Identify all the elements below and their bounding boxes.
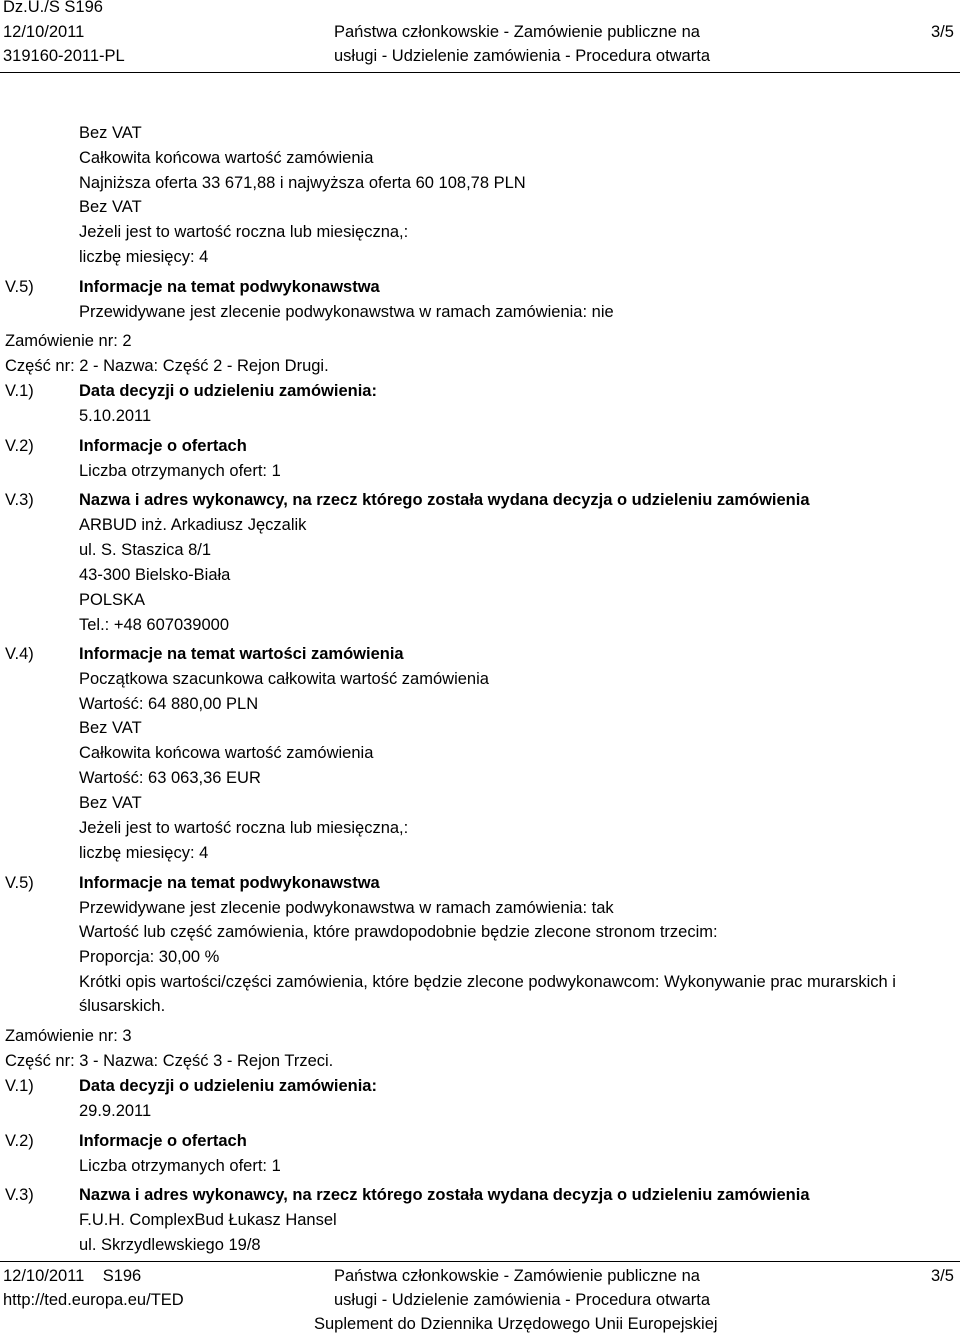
text-line: Bez VAT: [79, 794, 142, 812]
footer-title-2: usługi - Udzielenie zamówienia - Procedura otwarta: [334, 1291, 711, 1309]
order-heading: Zamówienie nr: 3: [5, 1027, 132, 1045]
section-title: Nazwa i adres wykonawcy, na rzecz którego została wydana decyzja o udzieleniu zamówienia: [79, 1186, 810, 1204]
contractor-phone: Tel.: +48 607039000: [79, 616, 230, 634]
header-title-1: Państwa członkowskie - Zamówienie publiczne na: [334, 23, 700, 41]
text-line: Proporcja: 30,00 %: [79, 948, 220, 966]
decision-date: 29.9.2011: [79, 1102, 152, 1120]
footer-date-issue: 12/10/2011 S196: [3, 1267, 142, 1285]
text-line: Całkowita końcowa wartość zamówienia: [79, 149, 374, 167]
offers-count: Liczba otrzymanych ofert: 1: [79, 462, 281, 480]
section-number: V.5): [5, 874, 34, 892]
journal-ref: Dz.U./S S196: [3, 0, 103, 16]
order-part: Część nr: 3 - Nazwa: Część 3 - Rejon Trzeci.: [5, 1052, 334, 1070]
contractor-city: 43-300 Bielsko-Biała: [79, 566, 231, 584]
section-number: V.2): [5, 437, 34, 455]
text-line: Przewidywane jest zlecenie podwykonawstwa w ramach zamówienia: nie: [79, 303, 614, 321]
section-number: V.1): [5, 1077, 34, 1095]
header-title-2: usługi - Udzielenie zamówienia - Procedura otwarta: [334, 47, 711, 65]
contractor-name: ARBUD inż. Arkadiusz Jęczalik: [79, 516, 307, 534]
text-line: Jeżeli jest to wartość roczna lub miesięczna,:: [79, 223, 409, 241]
text-line: Jeżeli jest to wartość roczna lub miesięczna,:: [79, 819, 409, 837]
text-line: liczbę miesięcy: 4: [79, 248, 209, 266]
section-number: V.3): [5, 491, 34, 509]
section-number: V.3): [5, 1186, 34, 1204]
header-rule: [0, 72, 960, 73]
order-heading: Zamówienie nr: 2: [5, 332, 132, 350]
text-line: Wartość: 64 880,00 PLN: [79, 695, 259, 713]
contractor-country: POLSKA: [79, 591, 146, 609]
footer-url[interactable]: http://ted.europa.eu/TED: [3, 1291, 184, 1309]
doc-id: 319160-2011-PL: [3, 47, 125, 65]
footer-title-3: Suplement do Dziennika Urzędowego Unii Europejskiej: [314, 1315, 718, 1333]
footer-page-number: 3/5: [931, 1267, 954, 1285]
text-line: Bez VAT: [79, 719, 142, 737]
footer-title-1: Państwa członkowskie - Zamówienie publiczne na: [334, 1267, 700, 1285]
header-date: 12/10/2011: [3, 23, 85, 41]
contractor-street: ul. Skrzydlewskiego 19/8: [79, 1236, 261, 1254]
section-title: Informacje o ofertach: [79, 437, 247, 455]
header-page-number: 3/5: [931, 23, 954, 41]
text-line: Wartość lub część zamówienia, które prawdopodobnie będzie zlecone stronom trzecim:: [79, 923, 718, 941]
contractor-name: F.U.H. ComplexBud Łukasz Hansel: [79, 1211, 337, 1229]
section-number: V.4): [5, 645, 34, 663]
text-line: Całkowita końcowa wartość zamówienia: [79, 744, 374, 762]
text-line: Bez VAT: [79, 198, 142, 216]
page-footer: [0, 1262, 960, 1334]
text-line: Początkowa szacunkowa całkowita wartość zamówienia: [79, 670, 489, 688]
text-line: Przewidywane jest zlecenie podwykonawstwa w ramach zamówienia: tak: [79, 899, 614, 917]
section-title: Informacje na temat wartości zamówienia: [79, 645, 404, 663]
subcontract-description: Krótki opis wartości/części zamówienia, które będzie zlecone podwykonawcom: Wykonywanie prac murarskich i ślusarskich.: [79, 973, 896, 1015]
section-title: Data decyzji o udzieleniu zamówienia:: [79, 1077, 377, 1095]
decision-date: 5.10.2011: [79, 407, 152, 425]
section-title: Nazwa i adres wykonawcy, na rzecz którego została wydana decyzja o udzieleniu zamówienia: [79, 491, 810, 509]
page-header: [0, 0, 960, 72]
contractor-street: ul. S. Staszica 8/1: [79, 541, 212, 559]
text-line: Wartość: 63 063,36 EUR: [79, 769, 261, 787]
section-number: V.1): [5, 382, 34, 400]
section-title: Informacje na temat podwykonawstwa: [79, 278, 380, 296]
section-title: Data decyzji o udzieleniu zamówienia:: [79, 382, 377, 400]
text-line: liczbę miesięcy: 4: [79, 844, 209, 862]
section-number: V.2): [5, 1132, 34, 1150]
order-part: Część nr: 2 - Nazwa: Część 2 - Rejon Drugi.: [5, 357, 329, 375]
text-line: Bez VAT: [79, 124, 142, 142]
section-title: Informacje o ofertach: [79, 1132, 247, 1150]
section-number: V.5): [5, 278, 34, 296]
text-line: Najniższa oferta 33 671,88 i najwyższa oferta 60 108,78 PLN: [79, 174, 526, 192]
section-title: Informacje na temat podwykonawstwa: [79, 874, 380, 892]
offers-count: Liczba otrzymanych ofert: 1: [79, 1157, 281, 1175]
